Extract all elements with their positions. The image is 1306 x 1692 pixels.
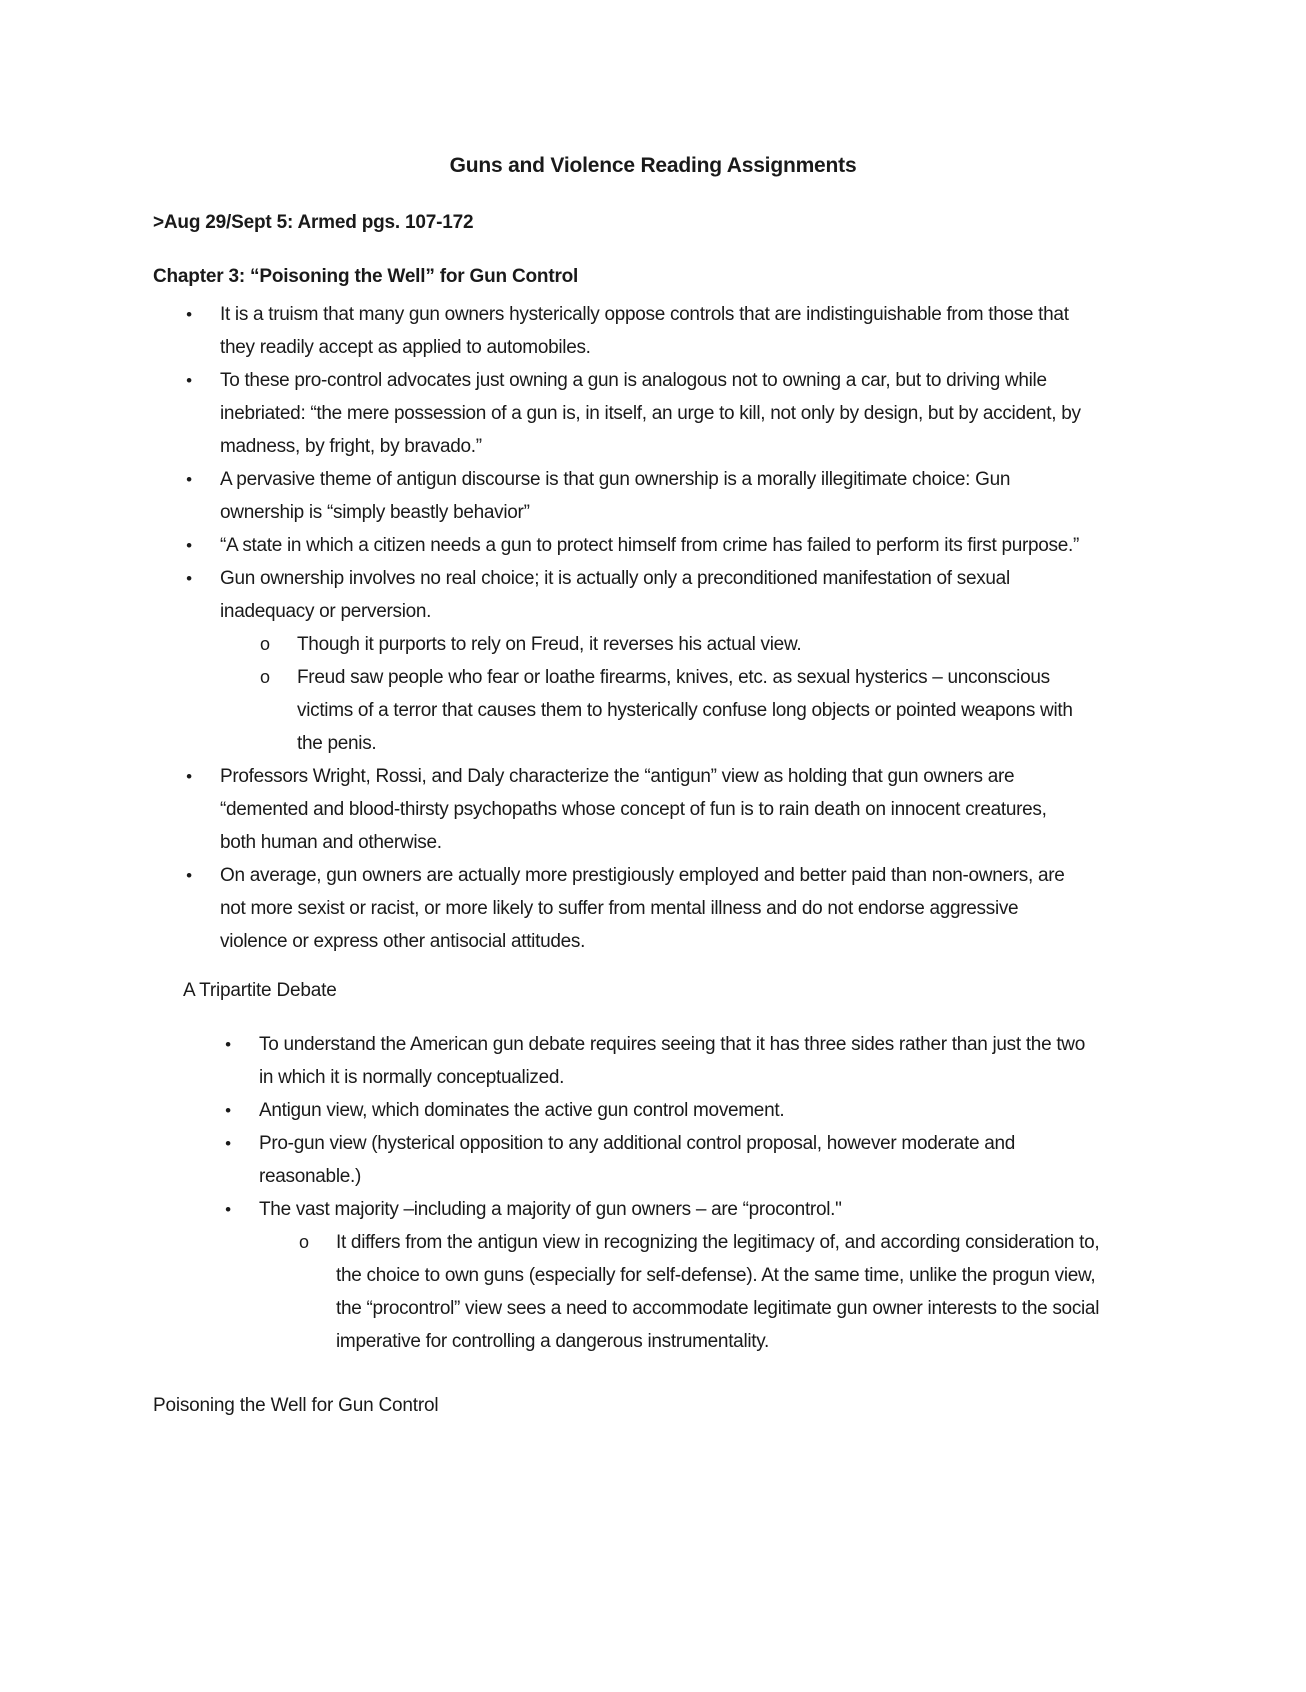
bullet-item <box>222 1127 1102 1193</box>
bullet-text: Professors Wright, Rossi, and Daly characterize the “antigun” view as holding that gun owners are “demented and blood-thirsty psychopaths whose concept of fun is to rain death on innocent creatures, both human and otherwise. <box>220 766 1047 853</box>
sub-bullet-text: Freud saw people who fear or loathe firearms, knives, etc. as sexual hysterics – unconscious victims of a terror that causes them to hysterically confuse long objects or pointed weapons with the penis. <box>297 667 1073 754</box>
sub-bullet-item <box>260 661 1083 760</box>
sub-bullet-text: Though it purports to rely on Freud, it reverses his actual view. <box>297 634 802 655</box>
bullet-text: A pervasive theme of antigun discourse is that gun ownership is a morally illegitimate choice: Gun ownership is “simply beastly behavior” <box>220 469 1011 523</box>
chapter-heading: Chapter 3: “Poisoning the Well” for Gun Control <box>153 266 579 287</box>
bullet-icon: • <box>186 470 192 489</box>
bullet-item <box>183 463 1083 529</box>
tripartite-heading: A Tripartite Debate <box>183 980 337 1001</box>
bullet-text: Antigun view, which dominates the active gun control movement. <box>259 1100 785 1121</box>
bullet-text: Gun ownership involves no real choice; it is actually only a preconditioned manifestation of sexual inadequacy or perversion. <box>220 568 1010 622</box>
bullet-icon: • <box>225 1134 231 1153</box>
bullet-icon: • <box>186 371 192 390</box>
bullet-text: Pro-gun view (hysterical opposition to any additional control proposal, however moderate and reasonable.) <box>259 1133 1016 1187</box>
bullet-item <box>183 562 1083 760</box>
bullet-icon: • <box>186 767 192 786</box>
bullet-item <box>183 859 1083 958</box>
bullet-text: To understand the American gun debate requires seeing that it has three sides rather than just the two in which it is normally conceptualized. <box>259 1034 1085 1088</box>
bullet-item <box>222 1094 1102 1127</box>
bullet-text: On average, gun owners are actually more prestigiously employed and better paid than non-owners, are not more sexist or racist, or more likely to suffer from mental illness and do not endorse aggressive violence or express other antisocial attitudes. <box>220 865 1065 952</box>
bullet-item <box>183 364 1083 463</box>
bullet-item <box>183 529 1083 562</box>
bullet-text: “A state in which a citizen needs a gun to protect himself from crime has failed to perform its first purpose.” <box>220 535 1080 556</box>
tripartite-bullet-list <box>222 1028 1102 1358</box>
bullet-icon: • <box>225 1035 231 1054</box>
document-title: Guns and Violence Reading Assignments <box>449 154 857 177</box>
bullet-text: To these pro-control advocates just owning a gun is analogous not to owning a car, but to driving while inebriated: “the mere possession of a gun is, in itself, an urge to kill, not only by design, but by accident, by madness, by fright, by bravado.” <box>220 370 1081 457</box>
chapter-bullet-list <box>183 298 1083 958</box>
sub-bullet-text: It differs from the antigun view in recognizing the legitimacy of, and according consideration to, the choice to own guns (especially for self-defense). At the same time, unlike the progun view, the “procontrol” view sees a need to accommodate legitimate gun owner interests to the social imperative for controlling a dangerous instrumentality. <box>336 1232 1100 1352</box>
sub-bullet-list <box>220 628 1083 760</box>
bullet-icon: • <box>186 536 192 555</box>
bullet-text: The vast majority –including a majority of gun owners – are “procontrol." <box>259 1199 842 1220</box>
sub-bullet-icon: o <box>260 667 270 687</box>
sub-bullet-item <box>260 628 1083 661</box>
assignment-line: >Aug 29/Sept 5: Armed pgs. 107-172 <box>153 212 474 233</box>
bullet-icon: • <box>186 866 192 885</box>
sub-bullet-item <box>299 1226 1102 1358</box>
bullet-item <box>222 1193 1102 1358</box>
bullet-text: It is a truism that many gun owners hysterically oppose controls that are indistinguishable from those that they readily accept as applied to automobiles. <box>220 304 1069 358</box>
poisoning-heading: Poisoning the Well for Gun Control <box>153 1395 439 1416</box>
sub-bullet-icon: o <box>299 1232 309 1252</box>
bullet-icon: • <box>225 1101 231 1120</box>
sub-bullet-list <box>259 1226 1102 1358</box>
bullet-item <box>183 760 1083 859</box>
bullet-item <box>183 298 1083 364</box>
bullet-icon: • <box>186 569 192 588</box>
sub-bullet-icon: o <box>260 634 270 654</box>
bullet-icon: • <box>225 1200 231 1219</box>
bullet-icon: • <box>186 305 192 324</box>
bullet-item <box>222 1028 1102 1094</box>
